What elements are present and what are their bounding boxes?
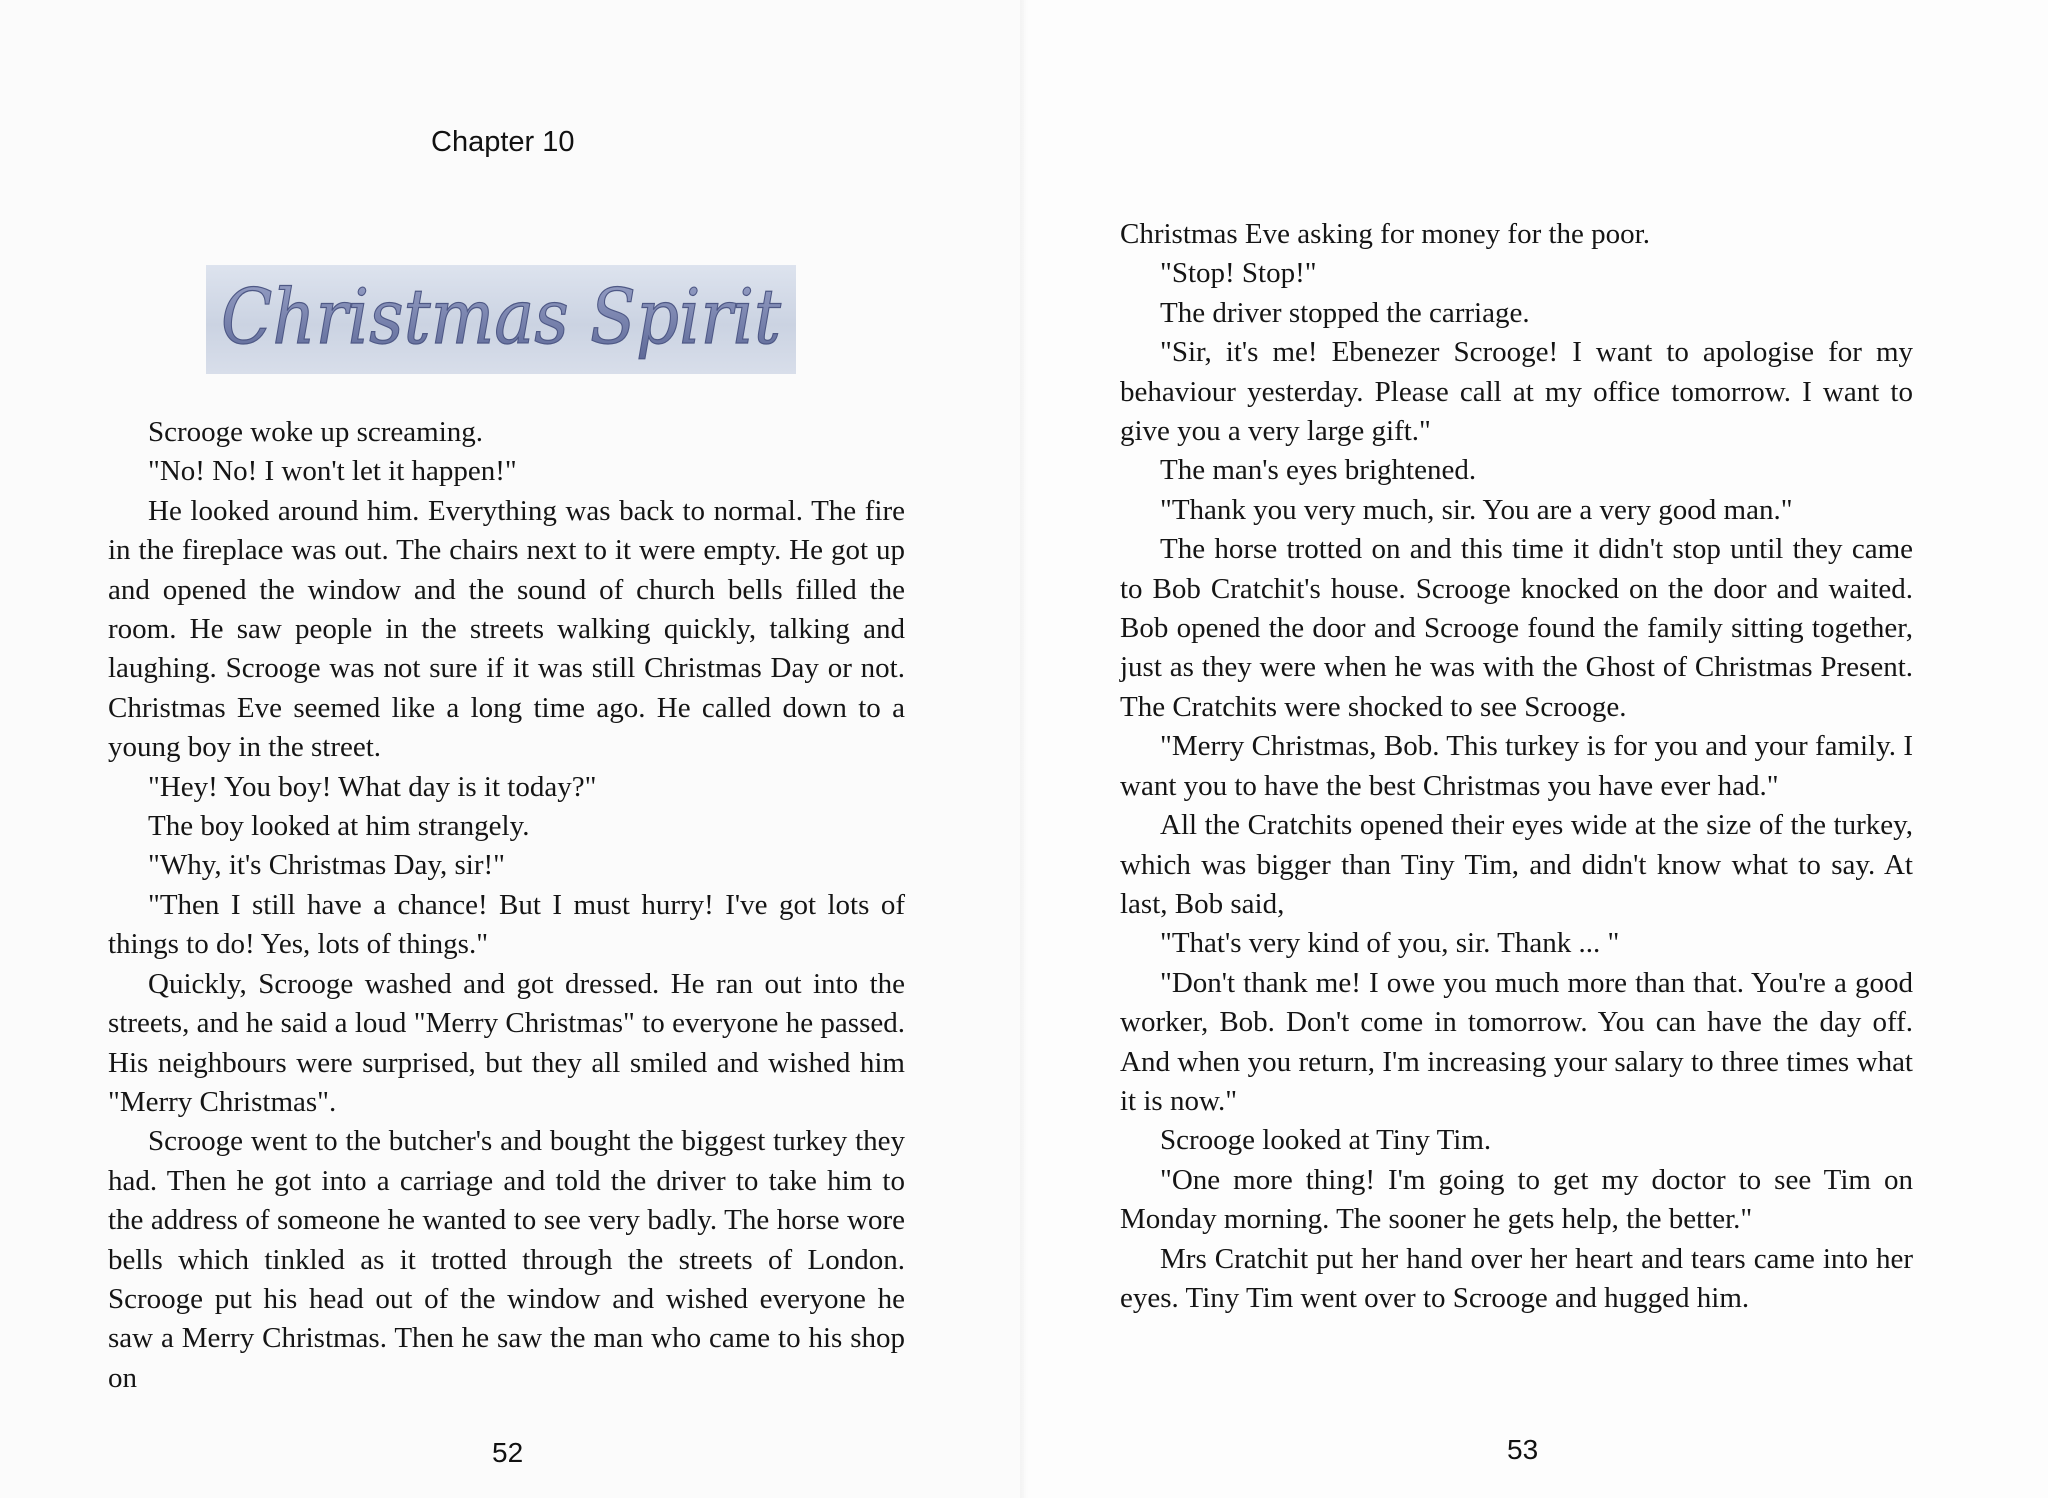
- paragraph: Scrooge woke up screaming.: [148, 416, 484, 448]
- chapter-title-text: Christmas Spirit: [221, 272, 782, 361]
- page-gutter: [1020, 0, 1028, 1498]
- paragraph: He looked around him. Everything was back to normal. The fire in the fireplace was out. The chairs next to it were empty. He got up and opened the window and the sound of church bells filled the room. He saw people in the streets walking quickly, talking and laughing. Scrooge was not sure if it was still Christmas Day or not. Christmas Eve seemed like a long time ago. He called down to a young boy in the street.: [108, 494, 905, 764]
- chapter-title-art: [206, 265, 796, 374]
- paragraph: The horse trotted on and this time it didn't stop until they came to Bob Cratchit's house. Scrooge knocked on the door and waited. Bob opened the door and Scrooge found the family sitting together, just as they were when he was with the Ghost of Christmas Present. The Cratchits were shocked to see Scrooge.: [1120, 533, 1913, 723]
- right-page: [1024, 0, 2048, 1498]
- paragraph: The man's eyes brightened.: [1160, 454, 1477, 487]
- paragraph: The boy looked at him strangely.: [148, 810, 530, 843]
- paragraph: "Don't thank me! I owe you much more than that. You're a good worker, Bob. Don't come in tomorrow. You can have the day off. And when you return, I'm increasing your salary to three times what it is now.": [1120, 966, 1913, 1117]
- paragraph: "Why, it's Christmas Day, sir!": [148, 849, 505, 882]
- right-page-body: [1120, 215, 1913, 1318]
- paragraph: "Stop! Stop!": [1160, 257, 1317, 290]
- paragraph: Scrooge went to the butcher's and bought the biggest turkey they had. Then he got into a carriage and told the driver to take him to the address of someone he wanted to see very badly. The horse wore bells which tinkled as it trotted through the streets of London. Scrooge put his head out of the window and wished everyone he saw a Merry Christmas. Then he saw the man who came to his shop on: [108, 1125, 905, 1394]
- chapter-title-banner: [206, 265, 796, 374]
- paragraph: "Merry Christmas, Bob. This turkey is for you and your family. I want you to have the best Christmas you have ever had.": [1120, 730, 1913, 802]
- paragraph: The driver stopped the carriage.: [1160, 296, 1530, 329]
- page-number-right: 53: [1507, 1434, 1539, 1465]
- left-page-body: [108, 413, 905, 1398]
- paragraph: "Thank you very much, sir. You are a very good man.": [1160, 493, 1793, 526]
- paragraph: Scrooge looked at Tiny Tim.: [1160, 1124, 1492, 1157]
- paragraph: "Hey! You boy! What day is it today?": [148, 770, 597, 803]
- paragraph-continuation: Christmas Eve asking for money for the poor.: [1120, 218, 1650, 250]
- paragraph: "That's very kind of you, sir. Thank ... ": [1160, 927, 1620, 960]
- paragraph: "No! No! I won't let it happen!": [148, 455, 517, 488]
- paragraph: Mrs Cratchit put her hand over her heart and tears came into her eyes. Tiny Tim went over to Scrooge and hugged him.: [1120, 1242, 1913, 1314]
- paragraph: Quickly, Scrooge washed and got dressed. He ran out into the streets, and he said a loud "Merry Christmas" to everyone he passed. His neighbours were surprised, but they all smiled and wished him "Merry Christmas".: [108, 967, 905, 1118]
- page-number-left: 52: [492, 1437, 524, 1468]
- paragraph: "Sir, it's me! Ebenezer Scrooge! I want to apologise for my behaviour yesterday. Please call at my office tomorrow. I want to give you a very large gift.": [1120, 336, 1913, 448]
- paragraph: All the Cratchits opened their eyes wide at the size of the turkey, which was bigger than Tiny Tim, and didn't know what to say. At last, Bob said,: [1120, 809, 1913, 920]
- paragraph: "One more thing! I'm going to get my doctor to see Tim on Monday morning. The sooner he gets help, the better.": [1120, 1163, 1913, 1236]
- chapter-heading: Chapter 10: [431, 126, 575, 158]
- paragraph: "Then I still have a chance! But I must hurry! I've got lots of things to do! Yes, lots of things.": [108, 888, 905, 961]
